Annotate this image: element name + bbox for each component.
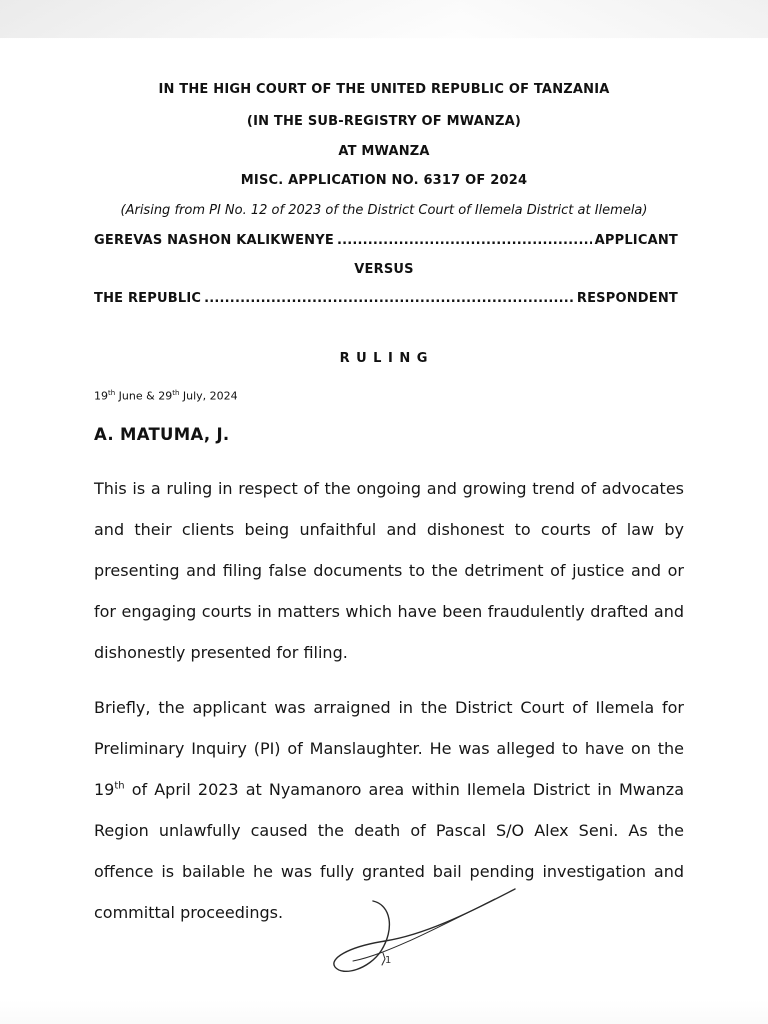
location-title: AT MWANZA bbox=[338, 144, 430, 159]
applicant-line bbox=[94, 233, 678, 248]
applicant-name: GEREVAS NASHON KALIKWENYE bbox=[94, 233, 334, 248]
ruling-title: R U L I N G bbox=[339, 351, 429, 366]
judge-name: A. MATUMA, J. bbox=[94, 425, 230, 444]
scan-shadow bbox=[0, 0, 768, 38]
respondent-role: RESPONDENT bbox=[576, 291, 678, 306]
arising-from: (Arising from PI No. 12 of 2023 of the District Court of Ilemela District at Ilemela) bbox=[120, 203, 648, 218]
leader-dots bbox=[204, 291, 574, 306]
paragraph-1: This is a ruling in respect of the ongoing and growing trend of advocates and their clients being unfaithful and dishonest to courts of law by presenting and filing false documents to the detriment of justice and or for engaging courts in matters which have been fraudulently drafted and dishonestly presented for filing. bbox=[94, 479, 684, 662]
handwritten-signature bbox=[325, 885, 525, 990]
applicant-role: APPLICANT bbox=[594, 233, 678, 248]
court-title: IN THE HIGH COURT OF THE UNITED REPUBLIC OF TANZANIA bbox=[158, 82, 610, 97]
respondent-name: THE REPUBLIC bbox=[94, 291, 202, 306]
application-number: MISC. APPLICATION NO. 6317 OF 2024 bbox=[240, 173, 528, 188]
respondent-line bbox=[94, 291, 678, 306]
registry-title: (IN THE SUB-REGISTRY OF MWANZA) bbox=[246, 114, 522, 129]
page-number: 1 bbox=[385, 955, 392, 966]
paragraph-2: Briefly, the applicant was arraigned in the District Court of Ilemela for Preliminary Inquiry (PI) of Manslaughter. He was alleged to have on the 19th of April 2023 at Nyamanoro area within Ilemela District in Mwanza Region unlawfully caused the death of Pascal S/O Alex Seni. As the offence is bailable he was fully granted bail pending investigation and committal proceedings. bbox=[94, 698, 684, 922]
versus-label: VERSUS bbox=[354, 262, 414, 277]
leader-dots bbox=[337, 233, 592, 248]
ruling-dates: 19th June & 29th July, 2024 bbox=[94, 389, 238, 403]
